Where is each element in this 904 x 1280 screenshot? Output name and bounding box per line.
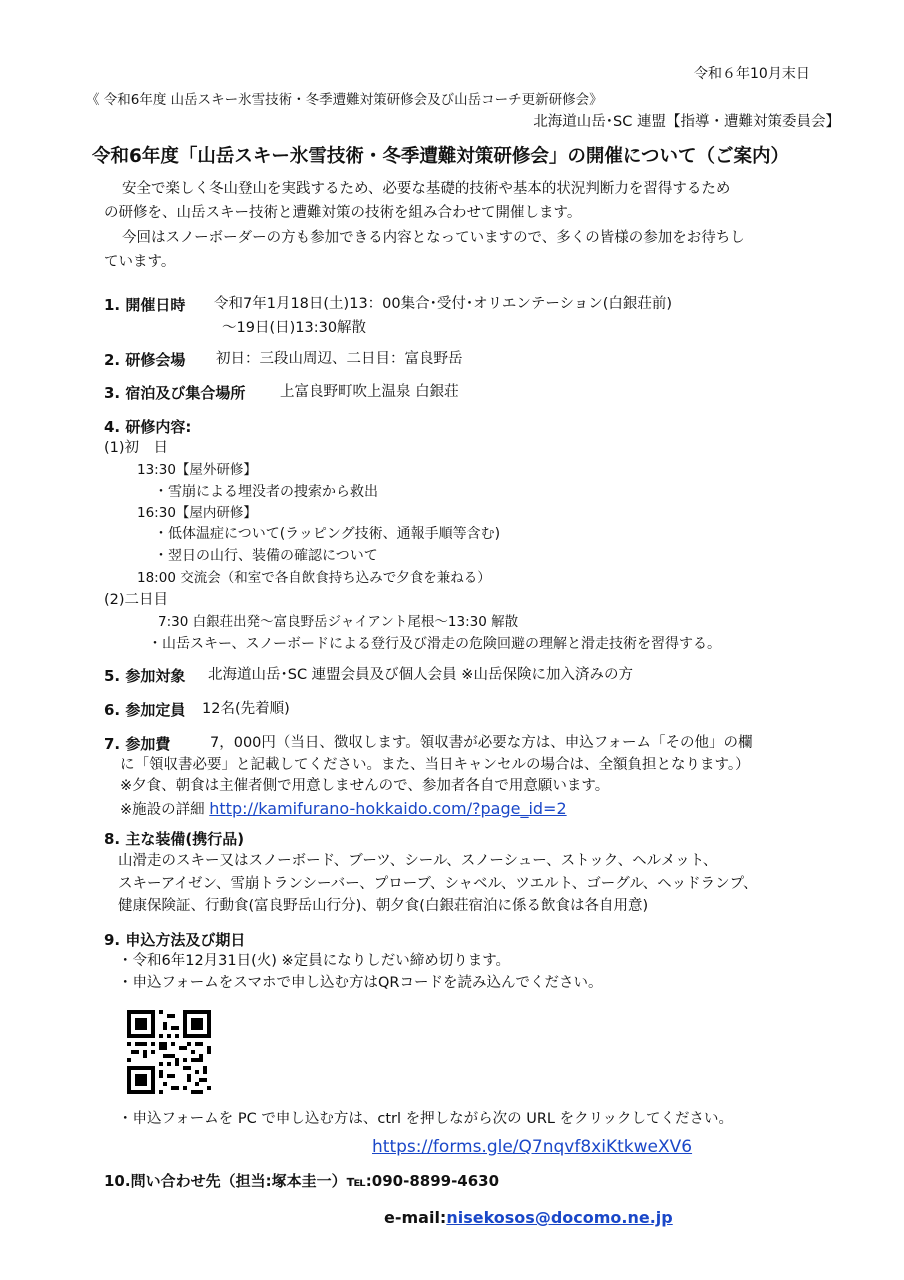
qr-code[interactable]	[127, 1010, 211, 1094]
facility-line	[120, 799, 567, 819]
schedule-item: 13:30【屋外研修】	[137, 462, 257, 478]
schedule-item: 7:30 白銀荘出発～富良野岳ジャイアント尾根～13:30 解散	[158, 614, 519, 630]
schedule-item: ・山岳スキー、スノーボードによる登行及び滑走の危険回避の理解と滑走技術を習得する。	[148, 636, 722, 652]
meal-note: ※夕食、朝食は主催者側で用意しませんので、参加者各自で用意願います。	[120, 778, 610, 794]
email-link[interactable]: nisekosos@docomo.ne.jp	[446, 1208, 673, 1227]
schedule-item: 16:30【屋内研修】	[137, 505, 257, 521]
equipment-line: 山滑走のスキー又はスノーボード、ブーツ、シール、スノーシュー、ストック、ヘルメット、	[118, 853, 718, 869]
deadline: ・令和6年12月31日(火) ※定員になりしだい締め切ります。	[118, 953, 511, 969]
pc-instruction: ・申込フォームを PC で申し込む方は、ctrl を押しながら次の URL をクリックしてください。	[118, 1111, 734, 1127]
fee: 7，000円（当日、徴収します。領収書が必要な方は、申込フォーム「その他」の欄	[210, 735, 753, 751]
section-label: 3. 宿泊及び集合場所	[104, 384, 246, 402]
organizer: 北海道山岳･SC 連盟【指導・遭難対策委員会】	[533, 114, 840, 130]
lodging: 上富良野町吹上温泉 白銀荘	[280, 384, 459, 400]
contact-line	[104, 1172, 499, 1190]
subtitle: 《 令和6年度 山岳スキー氷雪技術・冬季遭難対策研修会及び山岳コーチ更新研修会》	[86, 92, 603, 108]
section-label: 1. 開催日時	[104, 296, 186, 314]
page-title: 令和6年度「山岳スキー氷雪技術・冬季遭難対策研修会」の開催について（ご案内）	[92, 146, 790, 167]
form-link[interactable]: https://forms.gle/Q7nqvf8xiKtkweXV6	[372, 1137, 693, 1157]
venue: 初日：三段山周辺、二日目：富良野岳	[216, 351, 463, 367]
schedule-item: 18:00 交流会（和室で各自飲食持ち込みで夕食を兼ねる）	[137, 570, 491, 586]
email-line	[384, 1208, 673, 1227]
intro-line: の研修を、山岳スキー技術と遭難対策の技術を組み合わせて開催します。	[104, 205, 582, 221]
equipment-line: 健康保険証、行動食(富良野岳山行分)、朝夕食(白銀荘宿泊に係る飲食は各自用意)	[118, 898, 649, 914]
section-label: 4. 研修内容:	[104, 418, 192, 436]
section-label: 6. 参加定員	[104, 701, 186, 719]
issue-date: 令和６年10月末日	[694, 66, 810, 82]
section-label: 5. 参加対象	[104, 667, 186, 685]
qr-instruction: ・申込フォームをスマホで申し込む方はQRコードを読み込んでください。	[118, 975, 603, 991]
day-heading: (1)初 日	[104, 440, 169, 456]
event-end: ～19日(日)13:30解散	[222, 320, 367, 336]
facility-link[interactable]: http://kamifurano-hokkaido.com/?page_id=2	[209, 799, 567, 818]
intro-line: 安全で楽しく冬山登山を実践するため、必要な基礎的技術や基本的状況判断力を習得するため	[122, 181, 731, 197]
fee-note: に「領収書必要」と記載してください。また、当日キャンセルの場合は、全額負担となります。）	[120, 757, 750, 773]
facility-label: ※施設の詳細	[120, 802, 205, 818]
intro-line: ています。	[104, 254, 176, 270]
section-label: 2. 研修会場	[104, 351, 186, 369]
capacity: 12名(先着順)	[202, 701, 290, 717]
intro-line: 今回はスノーボーダーの方も参加できる内容となっていますので、多くの皆様の参加をお待ちし	[122, 230, 745, 246]
section-label: 7. 参加費	[104, 735, 171, 753]
contact-phone: （担当:塚本圭一）℡:090-8899-4630	[220, 1172, 500, 1190]
event-date: 令和7年1月18日(土)13：00集合･受付･オリエンテーション(白銀荘前)	[214, 296, 673, 312]
schedule-item: ・低体温症について(ラッピング技術、通報手順等含む)	[154, 526, 501, 542]
section-label: 9. 申込方法及び期日	[104, 931, 246, 949]
section-label: 8. 主な装備(携行品)	[104, 830, 245, 848]
schedule-item: ・雪崩による埋没者の捜索から救出	[154, 484, 378, 500]
section-label: 10.問い合わせ先	[104, 1172, 221, 1190]
day-heading: (2)二日目	[104, 592, 169, 608]
schedule-item: ・翌日の山行、装備の確認について	[154, 548, 378, 564]
email-label: e-mail:	[384, 1208, 447, 1227]
equipment-line: スキーアイゼン、雪崩トランシーバー、プローブ、シャベル、ツエルト、ゴーグル、ヘッドランプ、	[118, 876, 758, 892]
eligibility: 北海道山岳･SC 連盟会員及び個人会員 ※山岳保険に加入済みの方	[208, 667, 633, 683]
